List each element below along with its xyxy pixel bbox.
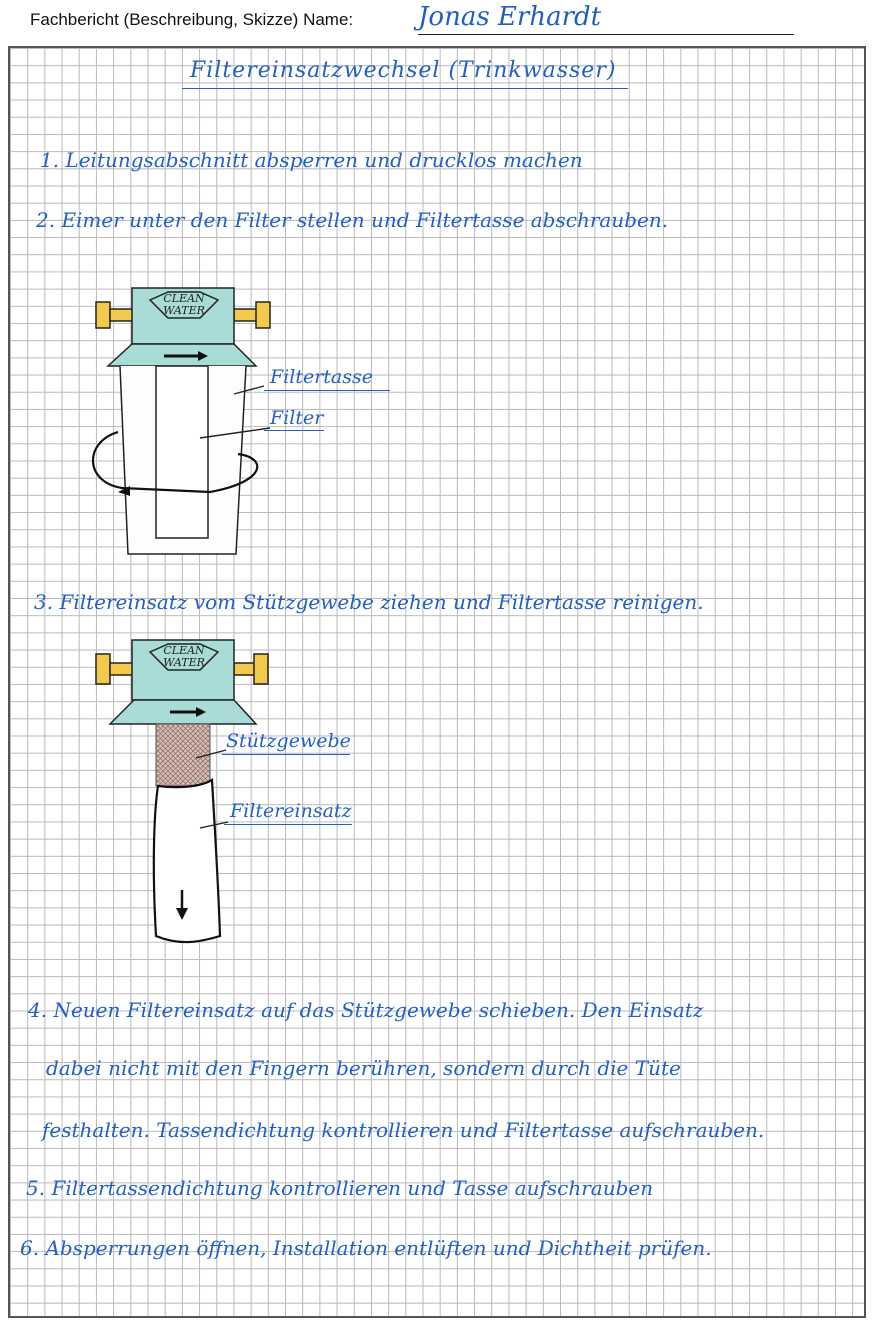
name-underline: [418, 34, 794, 35]
label-filtertasse-underline: [264, 390, 390, 391]
step-4-line-2: dabei nicht mit den Fingern berühren, sondern durch die Tüte: [46, 1056, 681, 1080]
logo-text-1: CLEAN: [163, 292, 205, 305]
step-4-line-1: 4. Neuen Filtereinsatz auf das Stützgewebe schieben. Den Einsatz: [28, 998, 704, 1022]
step-6: 6. Absperrungen öffnen, Installation entlüften und Dichtheit prüfen.: [20, 1236, 712, 1260]
step-4-line-3: festhalten. Tassendichtung kontrollieren und Filtertasse aufschrauben.: [42, 1118, 765, 1142]
label-filtereinsatz-underline: [224, 824, 352, 825]
support-mesh: [156, 724, 210, 786]
logo-text-2: WATER: [163, 304, 205, 317]
logo-text-2: WATER: [163, 656, 205, 669]
filter-housing-figure-1: [88, 282, 288, 562]
filter-insert: [154, 780, 220, 942]
step-2: 2. Eimer unter den Filter stellen und Filtertasse abschrauben.: [36, 208, 669, 232]
filter-housing-figure-2: [88, 636, 288, 954]
header-label: Fachbericht (Beschreibung, Skizze) Name:: [30, 10, 354, 29]
pipe-inlet: [110, 309, 134, 321]
brass-nut-right: [256, 302, 270, 328]
step-1: 1. Leitungsabschnitt absperren und drucklos machen: [40, 148, 583, 172]
page-title: Filtereinsatzwechsel (Trinkwasser): [190, 58, 617, 83]
report-header: [30, 2, 770, 36]
label-filter-underline: [264, 430, 324, 431]
step-5: 5. Filtertassendichtung kontrollieren und Tasse aufschrauben: [26, 1176, 654, 1200]
label-stuetzgewebe: Stützgewebe: [226, 730, 351, 752]
brass-nut-left: [96, 302, 110, 328]
title-underline: [182, 88, 628, 89]
brass-nut-right: [254, 654, 268, 684]
pipe-inlet: [110, 663, 134, 675]
pipe-outlet: [234, 309, 258, 321]
logo-text-1: CLEAN: [163, 644, 205, 657]
label-filter: Filter: [270, 407, 324, 429]
author-name: Jonas Erhardt: [418, 2, 602, 32]
label-filtertasse: Filtertasse: [270, 366, 374, 388]
label-filtereinsatz: Filtereinsatz: [230, 800, 352, 822]
filter-cartridge: [156, 366, 208, 538]
brass-nut-left: [96, 654, 110, 684]
label-stuetzgewebe-underline: [222, 754, 350, 755]
step-3: 3. Filtereinsatz vom Stützgewebe ziehen und Filtertasse reinigen.: [34, 590, 704, 614]
